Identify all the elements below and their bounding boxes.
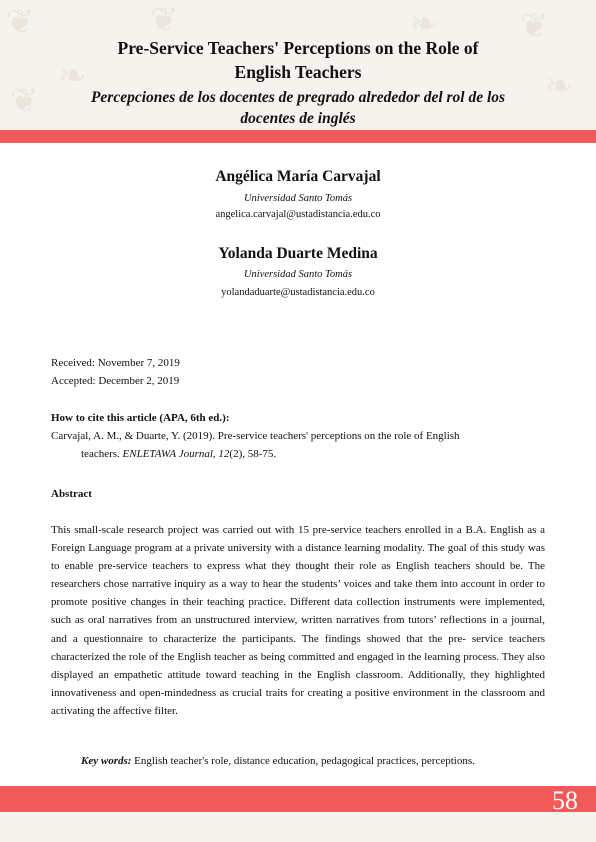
leaf-ornament: ❧ [58,58,87,95]
keywords-label: Key words: [81,755,132,767]
leaf-ornament: ❧ [410,6,439,43]
citation-line-1: Carvajal, A. M., & Duarte, Y. (2019). Pre-service teachers' perceptions on the role of English [51,430,460,442]
abstract-body: This small-scale research project was carried out with 15 pre-service teachers enrolled in a B.A. English as a Foreign Language program at a private university with a distance learning modality. The goal of this study was to enable pre-service teachers to express what they thought their role as English teachers should be. The researchers chose narrative inquiry as a way to hear the students’ voices and take them into account in order to promote positive changes in their teaching practice. Different data collection instruments were implemented, such as oral narratives from an unstructured interview, written narratives from tutors’ reflections in a journal, and a questionnaire to characterize the participants. The findings showed that the pre- service teachers characterized the role of the English teacher as being committed and engaged in the learning process. They also displayed an empathetic attitude toward teaching in the English classroom. Additionally, they highlighted innovativeness and open-mindedness as crucial traits for creating a positive environment in the classroom and activating the affective filter. [51,524,545,717]
page-number: 58 [552,786,578,815]
citation-line-2 [81,448,276,460]
leaf-ornament: ❦ [10,83,39,120]
leaf-ornament: ❦ [150,2,179,39]
citation-heading: How to cite this article (APA, 6th ed.): [51,412,230,424]
article-title-line-2: English Teachers [234,62,362,82]
keywords-line [81,755,475,767]
author-affiliation: Universidad Santo Tomás [243,269,353,280]
author-name: Yolanda Duarte Medina [218,245,378,262]
abstract-heading: Abstract [51,488,92,500]
header-accent-bar [0,130,596,143]
author-email[interactable]: yolandaduarte@ustadistancia.edu.co [221,287,375,298]
article-title-line-1: Pre-Service Teachers' Perceptions on the Role of [117,38,479,58]
leaf-ornament: ❦ [520,8,549,45]
citation-journal: ENLETAWA Journal, 12 [122,448,230,460]
footer-accent-bar [0,786,596,812]
received-date: Received: November 7, 2019 [51,357,180,369]
footer-pattern-background [0,812,596,842]
accepted-date: Accepted: December 2, 2019 [51,375,180,387]
author-email[interactable]: angelica.carvajal@ustadistancia.edu.co [215,209,381,220]
citation-prefix: teachers. [81,448,123,460]
author-name: Angélica María Carvajal [215,168,381,185]
leaf-ornament: ❦ [6,4,35,41]
author-affiliation: Universidad Santo Tomás [243,193,353,204]
citation-issue-pages: (2), 58-75. [229,448,277,460]
keywords-text: English teacher's role, distance education, pedagogical practices, perceptions. [131,755,475,767]
leaf-ornament: ❧ [545,68,574,105]
article-subtitle-line-2: docentes de inglés [240,110,356,127]
article-subtitle-line-1: Percepciones de los docentes de pregrado alrededor del rol de los [90,89,506,106]
